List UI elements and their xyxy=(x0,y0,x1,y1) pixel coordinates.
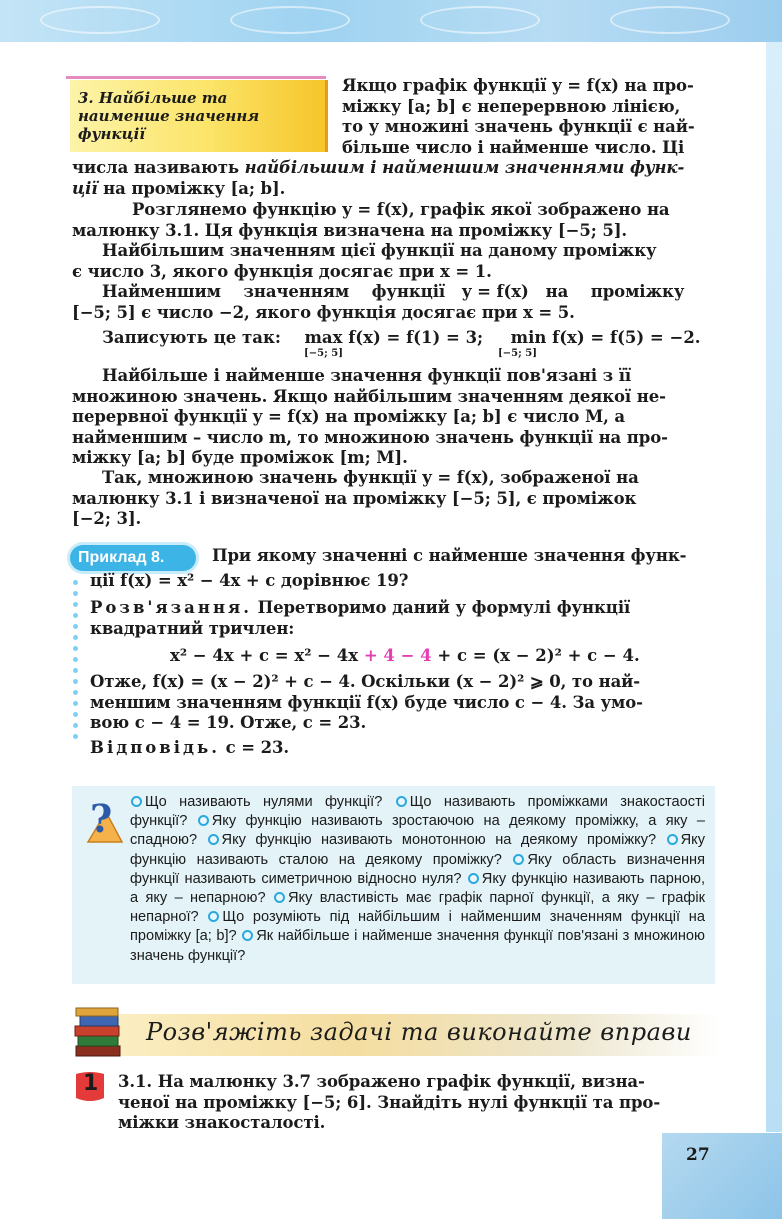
text-line: квадратний тричлен: xyxy=(90,618,295,638)
text-line: Найбільшим значенням цієї функції на даному проміжку xyxy=(102,241,657,260)
question-item: Яку функцію називають сталою на деякому проміжку? xyxy=(130,832,705,868)
min-subscript: [−5; 5] xyxy=(498,348,537,359)
page-number: 27 xyxy=(686,1145,710,1165)
tasks-header-title: Розв'яжіть задачі та виконайте вправи xyxy=(146,1018,692,1046)
text-line: вою c − 4 = 19. Отже, c = 23. xyxy=(90,713,367,733)
wave-ornament xyxy=(420,6,540,34)
intro-paragraph xyxy=(342,76,714,158)
paragraph-range-example xyxy=(72,468,714,530)
example-formula xyxy=(170,646,640,665)
text-line: малюнку 3.1. Ця функція визначена на проміжку [−5; 5]. xyxy=(72,220,628,240)
right-margin-strip xyxy=(766,42,782,1132)
review-questions-text xyxy=(130,793,705,966)
bullet-icon xyxy=(208,834,219,845)
record-lead: Записують це так: xyxy=(102,328,281,347)
max-subscript: [−5; 5] xyxy=(304,348,343,359)
question-item: Яку функцію називають монотонною на деякому проміжку? xyxy=(221,832,657,849)
task-number: 3.1. xyxy=(118,1072,153,1091)
text-fragment: числа називають xyxy=(72,158,245,177)
intro-continuation xyxy=(72,158,714,199)
example-conclusion xyxy=(90,672,714,734)
top-decorative-band xyxy=(0,0,782,42)
bullet-icon xyxy=(513,854,524,865)
section-heading-line: функції xyxy=(78,125,146,143)
level-number: 1 xyxy=(83,1071,99,1096)
bullet-icon xyxy=(198,815,209,826)
text-line: [−2; 3]. xyxy=(72,509,142,529)
wave-ornament xyxy=(230,6,350,34)
question-item: Яку область визначення функції називають симетричною відносно нуля? xyxy=(130,851,705,887)
text-fragment: на проміжку [a; b]. xyxy=(97,178,286,198)
example-question-line1: При якому значенні c найменше значення функ- xyxy=(212,546,687,565)
answer-value: c = 23. xyxy=(219,738,289,757)
record-formula xyxy=(102,328,701,347)
answer-label: Відповідь. xyxy=(90,738,220,757)
question-item: Що розуміють під найбільшим і найменшим значенням функції на проміжку [a; b]? xyxy=(130,909,705,945)
text-line: найменшим – число m, то множиною значень функції на про- xyxy=(72,427,668,447)
text-line xyxy=(72,158,714,179)
bullet-icon xyxy=(468,873,479,884)
text-line: міжку [a; b] є неперервною лінією, xyxy=(342,96,681,116)
text-line xyxy=(72,179,714,200)
formula-highlight: + 4 − 4 xyxy=(363,646,432,665)
paragraph-min-value xyxy=(72,282,714,323)
question-item: Що називають проміжками знакостаості функції? xyxy=(130,794,705,830)
wave-ornament xyxy=(610,6,730,34)
text-line: міжки знакосталості. xyxy=(118,1113,326,1133)
question-item: Яку функцію називають зростаючою на деякому проміжку, а яку – спадною? xyxy=(130,813,705,849)
definition-term: найбільшим і найменшим значеннями функ- xyxy=(244,158,685,177)
text-line xyxy=(90,598,714,619)
question-item: Як найбільше і найменше значення функції пов'язані з множиною значень функції? xyxy=(130,928,705,964)
question-mark-icon xyxy=(84,796,124,846)
example-answer xyxy=(90,738,714,759)
text-line: ченої на проміжку [−5; 6]. Знайдіть нулі функції та про- xyxy=(118,1092,661,1112)
text-line: множиною значень. Якщо найбільшим значенням деякої не- xyxy=(72,386,666,406)
bullet-icon xyxy=(208,911,219,922)
formula-part: x² − 4x + c = x² − 4x xyxy=(170,646,364,665)
paragraph-max-value xyxy=(72,241,714,282)
text-line: Так, множиною значень функції y = f(x), зображеної на xyxy=(102,468,639,487)
text-line: Розглянемо функцію y = f(x), графік якої зображено на xyxy=(132,200,670,219)
text-line: є число 3, якого функція досягає при x = 1. xyxy=(72,261,492,281)
text-fragment: Перетворимо даний у формулі функції xyxy=(251,598,631,617)
bullet-icon xyxy=(396,796,407,807)
text-line: Якщо графік функції y = f(x) на про- xyxy=(342,76,694,95)
bullet-icon xyxy=(131,796,142,807)
min-formula: min f(x) = f(5) = −2. xyxy=(510,328,701,347)
example-solution xyxy=(90,598,714,639)
text-line: то у множині значень функції є най- xyxy=(342,117,695,137)
text-line: [−5; 5] є число −2, якого функція досягає при x = 5. xyxy=(72,302,575,322)
books-icon xyxy=(72,1006,126,1062)
example-dotted-border xyxy=(72,580,80,755)
paragraph-range-relation xyxy=(72,366,714,469)
example-question-line2: ції f(x) = x² − 4x + c дорівнює 19? xyxy=(90,571,409,590)
section-heading-line: 3. Найбільше та xyxy=(78,89,228,107)
text-line: Найбільше і найменше значення функції пов'язані з її xyxy=(102,366,632,385)
section-heading-box xyxy=(70,80,328,152)
page-number-box xyxy=(662,1133,782,1219)
text-line: перервної функції y = f(x) на проміжку [a; b] є число M, а xyxy=(72,407,626,427)
section-heading xyxy=(78,89,318,143)
definition-term: ції xyxy=(72,178,98,198)
wave-ornament xyxy=(40,6,160,34)
text-line: Отже, f(x) = (x − 2)² + c − 4. Оскільки (x − 2)² ⩾ 0, то най- xyxy=(90,672,641,691)
max-formula: max f(x) = f(1) = 3; xyxy=(304,328,484,347)
paragraph-consider-function xyxy=(72,200,714,241)
text-line: Найменшим значенням функції y = f(x) на проміжку xyxy=(102,282,685,301)
task-3-1 xyxy=(118,1072,714,1134)
text-line: більше число і найменше число. Ці xyxy=(342,137,685,157)
section-heading-line: наименше значення xyxy=(78,107,260,125)
question-item: Яку функцію називають парною, а яку – непарною? xyxy=(130,870,705,907)
question-item: Яку властивість має графік парної функції, а яку – графік непарної? xyxy=(130,890,705,926)
svg-text:?: ? xyxy=(90,796,113,841)
bullet-icon xyxy=(667,834,678,845)
example-badge: Приклад 8. xyxy=(70,545,196,571)
text-line: меншим значенням функції f(x) буде число c − 4. За умо- xyxy=(90,692,643,712)
text-fragment: На малюнку 3.7 зображено графік функції, визна- xyxy=(152,1072,645,1091)
text-line xyxy=(118,1072,714,1093)
text-line: міжку [a; b] буде проміжок [m; M]. xyxy=(72,448,408,468)
text-line: малюнку 3.1 і визначеної на проміжку [−5; 5], є проміжок xyxy=(72,488,637,508)
question-item: Що називають нулями функції? xyxy=(145,794,383,810)
bullet-icon xyxy=(274,892,285,903)
formula-part: + c = (x − 2)² + c − 4. xyxy=(431,646,640,665)
solution-label: Розв'язання. xyxy=(90,598,252,617)
bullet-icon xyxy=(242,930,253,941)
